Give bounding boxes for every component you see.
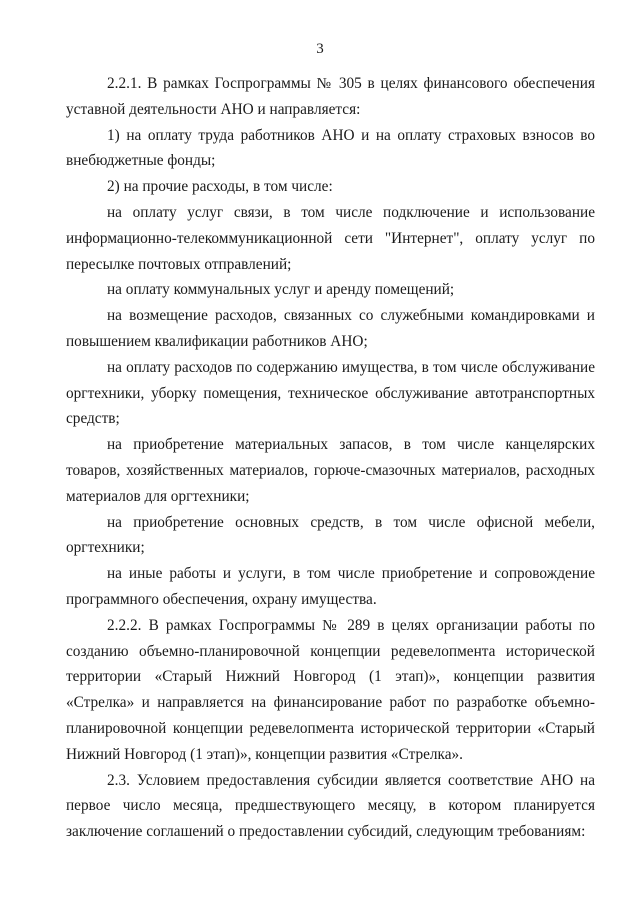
paragraph-communications: на оплату услуг связи, в том числе подключение и использование информационно-телекоммуникационной сети "Интернет", оплату услуг по пересылке почтовых отправлений;: [66, 203, 595, 273]
paragraph-2-2-1: 2.2.1. В рамках Госпрограммы № 305 в целях финансового обеспечения уставной деятельности АНО и направляется:: [66, 75, 595, 118]
page-number: 3: [316, 41, 324, 57]
document-body: [66, 71, 595, 845]
paragraph-2-2-2: 2.2.2. В рамках Госпрограммы № 289 в целях организации работы по созданию объемно-планировочной концепции редевелопмента исторической территории «Старый Нижний Новгород (1 этап)», концепции развития «Стрелка» и направляется на финансирование работ по разработке объемно-планировочной концепции редевелопмента исторической территории «Старый Нижний Новгород (1 этап)», концепции развития «Стрелка».: [66, 616, 595, 763]
paragraph-travel-training: на возмещение расходов, связанных со служебными командировками и повышением квалификации работников АНО;: [66, 307, 595, 350]
paragraph-other-services: на иные работы и услуги, в том числе приобретение и сопровождение программного обеспечения, охрану имущества.: [66, 565, 595, 608]
paragraph-item-1: 1) на оплату труда работников АНО и на оплату страховых взносов во внебюджетные фонды;: [66, 126, 595, 170]
paragraph-fixed-assets: на приобретение основных средств, в том числе офисной мебели, оргтехники;: [66, 513, 595, 557]
paragraph-utilities: на оплату коммунальных услуг и аренду помещений;: [107, 281, 455, 299]
paragraph-item-2: 2) на прочие расходы, в том числе:: [107, 178, 333, 196]
paragraph-property-maintenance: на оплату расходов по содержанию имущества, в том числе обслуживание оргтехники, уборку помещения, техническое обслуживание автотранспортных средств;: [66, 358, 595, 428]
paragraph-2-3: 2.3. Условием предоставления субсидии является соответствие АНО на первое число месяца, предшествующего месяцу, в котором планируется заключение соглашений о предоставлении субсидий, следующим требованиям:: [66, 771, 595, 841]
paragraph-material-supplies: на приобретение материальных запасов, в том числе канцелярских товаров, хозяйственных материалов, горюче-смазочных материалов, расходных материалов для оргтехники;: [66, 436, 595, 505]
